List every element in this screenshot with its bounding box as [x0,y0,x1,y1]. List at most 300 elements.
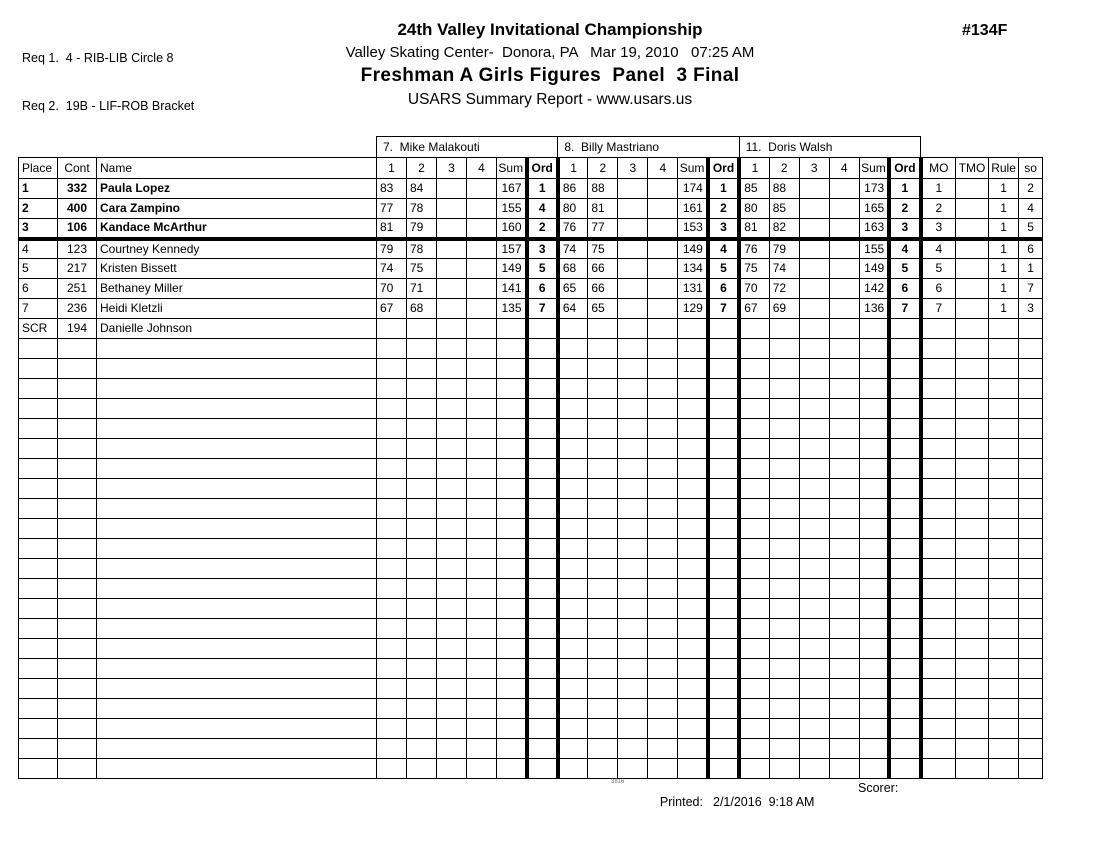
cell-cont: 194 [58,319,97,339]
empty-cell [708,699,739,719]
empty-cell [497,339,527,359]
col-header-score: 4 [648,158,678,179]
empty-cell [708,639,739,659]
empty-cell [678,619,708,639]
empty-cell [956,479,989,499]
empty-cell [467,439,497,459]
empty-cell [407,379,437,399]
empty-cell [956,599,989,619]
cell-mo: 2 [921,199,956,219]
empty-cell [558,659,588,679]
empty-cell [97,459,377,479]
empty-row [19,759,1043,779]
empty-cell [97,399,377,419]
cell-score: 76 [558,219,588,239]
cell-mo [921,319,956,339]
empty-cell [58,439,97,459]
cell-tmo [956,259,989,279]
empty-cell [648,539,678,559]
empty-cell [588,439,618,459]
empty-cell [799,739,829,759]
empty-cell [708,419,739,439]
cell-rule: 1 [989,199,1019,219]
empty-cell [739,619,769,639]
col-header-score: 2 [769,158,799,179]
cell-place: 1 [19,179,58,199]
empty-cell [739,639,769,659]
empty-row [19,579,1043,599]
col-header-score: 3 [437,158,467,179]
results-table-wrap [18,136,1043,779]
empty-cell [58,459,97,479]
empty-cell [1019,459,1043,479]
cell-score [437,319,467,339]
cell-tmo [956,179,989,199]
empty-cell [859,519,889,539]
empty-cell [407,519,437,539]
empty-row [19,359,1043,379]
empty-cell [437,599,467,619]
empty-cell [377,699,407,719]
cell-score [799,279,829,299]
cell-score: 75 [407,259,437,279]
empty-cell [97,579,377,599]
cell-score [467,219,497,239]
empty-cell [467,719,497,739]
empty-cell [708,459,739,479]
empty-cell [97,419,377,439]
cell-score: 85 [739,179,769,199]
judge-header: 11. Doris Walsh [739,137,920,158]
empty-cell [588,679,618,699]
empty-cell [708,539,739,559]
empty-cell [588,739,618,759]
cell-score: 69 [769,299,799,319]
cell-sum: 129 [678,299,708,319]
empty-cell [58,399,97,419]
empty-row [19,539,1043,559]
empty-cell [956,339,989,359]
empty-cell [618,459,648,479]
empty-cell [859,399,889,419]
empty-cell [648,399,678,419]
printed-label: Printed: [659,795,703,809]
empty-cell [799,599,829,619]
empty-cell [648,759,678,779]
empty-cell [648,499,678,519]
empty-cell [527,659,558,679]
empty-cell [708,659,739,679]
empty-cell [558,539,588,559]
cell-score [588,319,618,339]
cell-sum: 149 [678,239,708,259]
empty-cell [377,359,407,379]
cell-so: 5 [1019,219,1043,239]
empty-cell [648,659,678,679]
cell-score [648,239,678,259]
empty-cell [97,759,377,779]
cell-score [618,179,648,199]
col-header-score: 3 [799,158,829,179]
empty-cell [648,699,678,719]
cell-sum: 155 [859,239,889,259]
empty-cell [829,499,859,519]
empty-cell [618,659,648,679]
empty-cell [618,379,648,399]
empty-cell [678,359,708,379]
empty-cell [989,599,1019,619]
empty-cell [527,759,558,779]
cell-score [467,199,497,219]
empty-cell [829,759,859,779]
col-header-score: 1 [739,158,769,179]
empty-cell [527,459,558,479]
empty-cell [407,439,437,459]
cell-score [829,239,859,259]
empty-cell [678,399,708,419]
empty-cell [618,499,648,519]
cell-sum: 134 [678,259,708,279]
empty-cell [1019,579,1043,599]
cell-mo: 1 [921,179,956,199]
cell-score [437,199,467,219]
empty-cell [407,479,437,499]
empty-cell [799,359,829,379]
empty-cell [377,399,407,419]
cell-so: 6 [1019,239,1043,259]
empty-cell [859,479,889,499]
empty-cell [769,639,799,659]
empty-cell [97,539,377,559]
cell-score: 75 [739,259,769,279]
cell-sum: 131 [678,279,708,299]
empty-cell [618,679,648,699]
empty-row [19,639,1043,659]
empty-cell [799,399,829,419]
empty-cell [497,459,527,479]
cell-rule: 1 [989,219,1019,239]
empty-cell [467,599,497,619]
empty-cell [97,359,377,379]
empty-cell [437,639,467,659]
empty-cell [558,479,588,499]
empty-cell [467,479,497,499]
empty-cell [648,719,678,739]
cell-score [558,319,588,339]
header-spacer-left [19,137,377,158]
empty-cell [467,699,497,719]
empty-cell [19,619,58,639]
empty-cell [1019,379,1043,399]
empty-row [19,419,1043,439]
empty-cell [497,399,527,419]
empty-cell [377,759,407,779]
cell-rule: 1 [989,279,1019,299]
empty-cell [437,559,467,579]
empty-cell [588,419,618,439]
empty-cell [859,539,889,559]
col-header-score: Sum [678,158,708,179]
empty-cell [588,639,618,659]
empty-cell [739,379,769,399]
empty-cell [648,519,678,539]
empty-cell [377,679,407,699]
empty-cell [437,459,467,479]
empty-cell [19,459,58,479]
empty-cell [558,619,588,639]
header-spacer-right [921,137,1043,158]
empty-cell [527,599,558,619]
empty-cell [558,599,588,619]
cell-score [739,319,769,339]
empty-cell [467,679,497,699]
empty-cell [989,559,1019,579]
col-header-score: Ord [527,158,558,179]
empty-cell [799,479,829,499]
cell-sum [859,319,889,339]
cell-sum [497,319,527,339]
cell-sum: 167 [497,179,527,199]
cell-score: 68 [407,299,437,319]
empty-cell [58,599,97,619]
empty-cell [739,719,769,739]
empty-cell [1019,699,1043,719]
empty-cell [1019,499,1043,519]
empty-cell [618,599,648,619]
cell-ord: 2 [527,219,558,239]
empty-cell [708,579,739,599]
empty-cell [989,539,1019,559]
cell-score [799,299,829,319]
empty-row [19,399,1043,419]
empty-cell [527,699,558,719]
empty-cell [618,739,648,759]
cell-tmo [956,319,989,339]
empty-cell [921,459,956,479]
empty-cell [19,699,58,719]
empty-cell [467,639,497,659]
empty-cell [437,359,467,379]
empty-cell [527,379,558,399]
empty-cell [407,419,437,439]
empty-cell [19,519,58,539]
empty-cell [859,499,889,519]
empty-cell [407,739,437,759]
cell-name: Courtney Kennedy [97,239,377,259]
cell-ord: 4 [708,239,739,259]
cell-sum: 161 [678,199,708,219]
cell-tmo [956,239,989,259]
championship-title: 24th Valley Invitational Championship [397,20,703,39]
empty-cell [921,479,956,499]
cell-score [437,219,467,239]
cell-place: 2 [19,199,58,219]
empty-cell [829,439,859,459]
empty-cell [497,419,527,439]
empty-cell [58,759,97,779]
empty-cell [377,519,407,539]
empty-cell [829,539,859,559]
empty-cell [97,479,377,499]
cell-rule [989,319,1019,339]
empty-cell [956,759,989,779]
report-type-line: USARS Summary Report - www.usars.us [407,91,693,108]
empty-cell [921,699,956,719]
empty-cell [497,479,527,499]
empty-cell [618,639,648,659]
cell-score: 70 [377,279,407,299]
empty-row [19,739,1043,759]
empty-cell [618,479,648,499]
cell-place: 5 [19,259,58,279]
empty-cell [769,659,799,679]
empty-cell [769,359,799,379]
empty-cell [58,739,97,759]
empty-cell [769,339,799,359]
empty-cell [19,599,58,619]
empty-cell [989,519,1019,539]
cell-tmo [956,279,989,299]
empty-cell [829,599,859,619]
empty-cell [497,359,527,379]
cell-ord: 3 [708,219,739,239]
empty-cell [648,559,678,579]
col-header-score: 3 [618,158,648,179]
empty-cell [678,499,708,519]
empty-cell [678,339,708,359]
empty-cell [437,519,467,539]
cell-sum: 165 [859,199,889,219]
empty-cell [648,339,678,359]
cell-cont: 236 [58,299,97,319]
empty-cell [618,579,648,599]
cell-cont: 332 [58,179,97,199]
empty-cell [1019,719,1043,739]
empty-cell [58,639,97,659]
empty-cell [859,559,889,579]
empty-cell [921,419,956,439]
empty-cell [407,559,437,579]
cell-score: 75 [588,239,618,259]
empty-cell [859,379,889,399]
empty-cell [859,339,889,359]
empty-cell [739,399,769,419]
cell-score [799,259,829,279]
cell-score: 74 [558,239,588,259]
col-header-name: Name [97,158,377,179]
empty-cell [527,479,558,499]
empty-cell [467,419,497,439]
empty-cell [889,559,920,579]
empty-cell [437,619,467,639]
empty-cell [19,359,58,379]
col-header-right: Rule [989,158,1019,179]
empty-cell [588,359,618,379]
table-row [19,279,1043,299]
cell-score [618,279,648,299]
empty-cell [989,739,1019,759]
empty-cell [739,519,769,539]
empty-cell [799,679,829,699]
empty-cell [377,439,407,459]
empty-cell [19,379,58,399]
empty-cell [588,659,618,679]
empty-cell [1019,659,1043,679]
table-row [19,179,1043,199]
empty-cell [648,639,678,659]
cell-mo: 3 [921,219,956,239]
cell-ord: 4 [889,239,920,259]
cell-name: Heidi Kletzli [97,299,377,319]
cell-score: 81 [739,219,769,239]
empty-cell [708,519,739,539]
cell-score [648,299,678,319]
cell-sum: 163 [859,219,889,239]
empty-cell [799,379,829,399]
empty-cell [497,739,527,759]
empty-cell [437,499,467,519]
empty-cell [989,639,1019,659]
empty-cell [377,579,407,599]
empty-cell [678,739,708,759]
cell-score: 81 [588,199,618,219]
cell-sum: 153 [678,219,708,239]
scorer-label: Scorer: [858,781,899,795]
empty-cell [708,339,739,359]
cell-place: 7 [19,299,58,319]
empty-cell [739,759,769,779]
cell-score: 79 [769,239,799,259]
empty-cell [19,339,58,359]
col-header-score: 1 [558,158,588,179]
empty-cell [19,719,58,739]
cell-sum: 142 [859,279,889,299]
empty-cell [497,579,527,599]
empty-cell [708,599,739,619]
empty-cell [588,519,618,539]
venue-date-line: Valley Skating Center- Donora, PA Mar 19, 2010 07:25 AM [345,44,755,61]
results-table [18,136,1043,779]
empty-cell [467,459,497,479]
cell-score [618,319,648,339]
empty-cell [989,719,1019,739]
empty-cell [859,699,889,719]
empty-cell [588,619,618,639]
empty-cell [437,679,467,699]
empty-cell [956,619,989,639]
cell-score: 86 [558,179,588,199]
empty-row [19,379,1043,399]
empty-cell [58,619,97,639]
empty-cell [678,659,708,679]
cell-ord: 6 [889,279,920,299]
empty-cell [708,619,739,639]
empty-cell [889,679,920,699]
cell-so [1019,319,1043,339]
empty-cell [19,559,58,579]
empty-cell [97,639,377,659]
empty-cell [497,379,527,399]
empty-cell [97,679,377,699]
empty-cell [829,459,859,479]
empty-cell [956,559,989,579]
empty-cell [829,719,859,739]
empty-cell [1019,339,1043,359]
empty-cell [527,579,558,599]
empty-cell [989,359,1019,379]
empty-cell [1019,419,1043,439]
empty-cell [799,579,829,599]
